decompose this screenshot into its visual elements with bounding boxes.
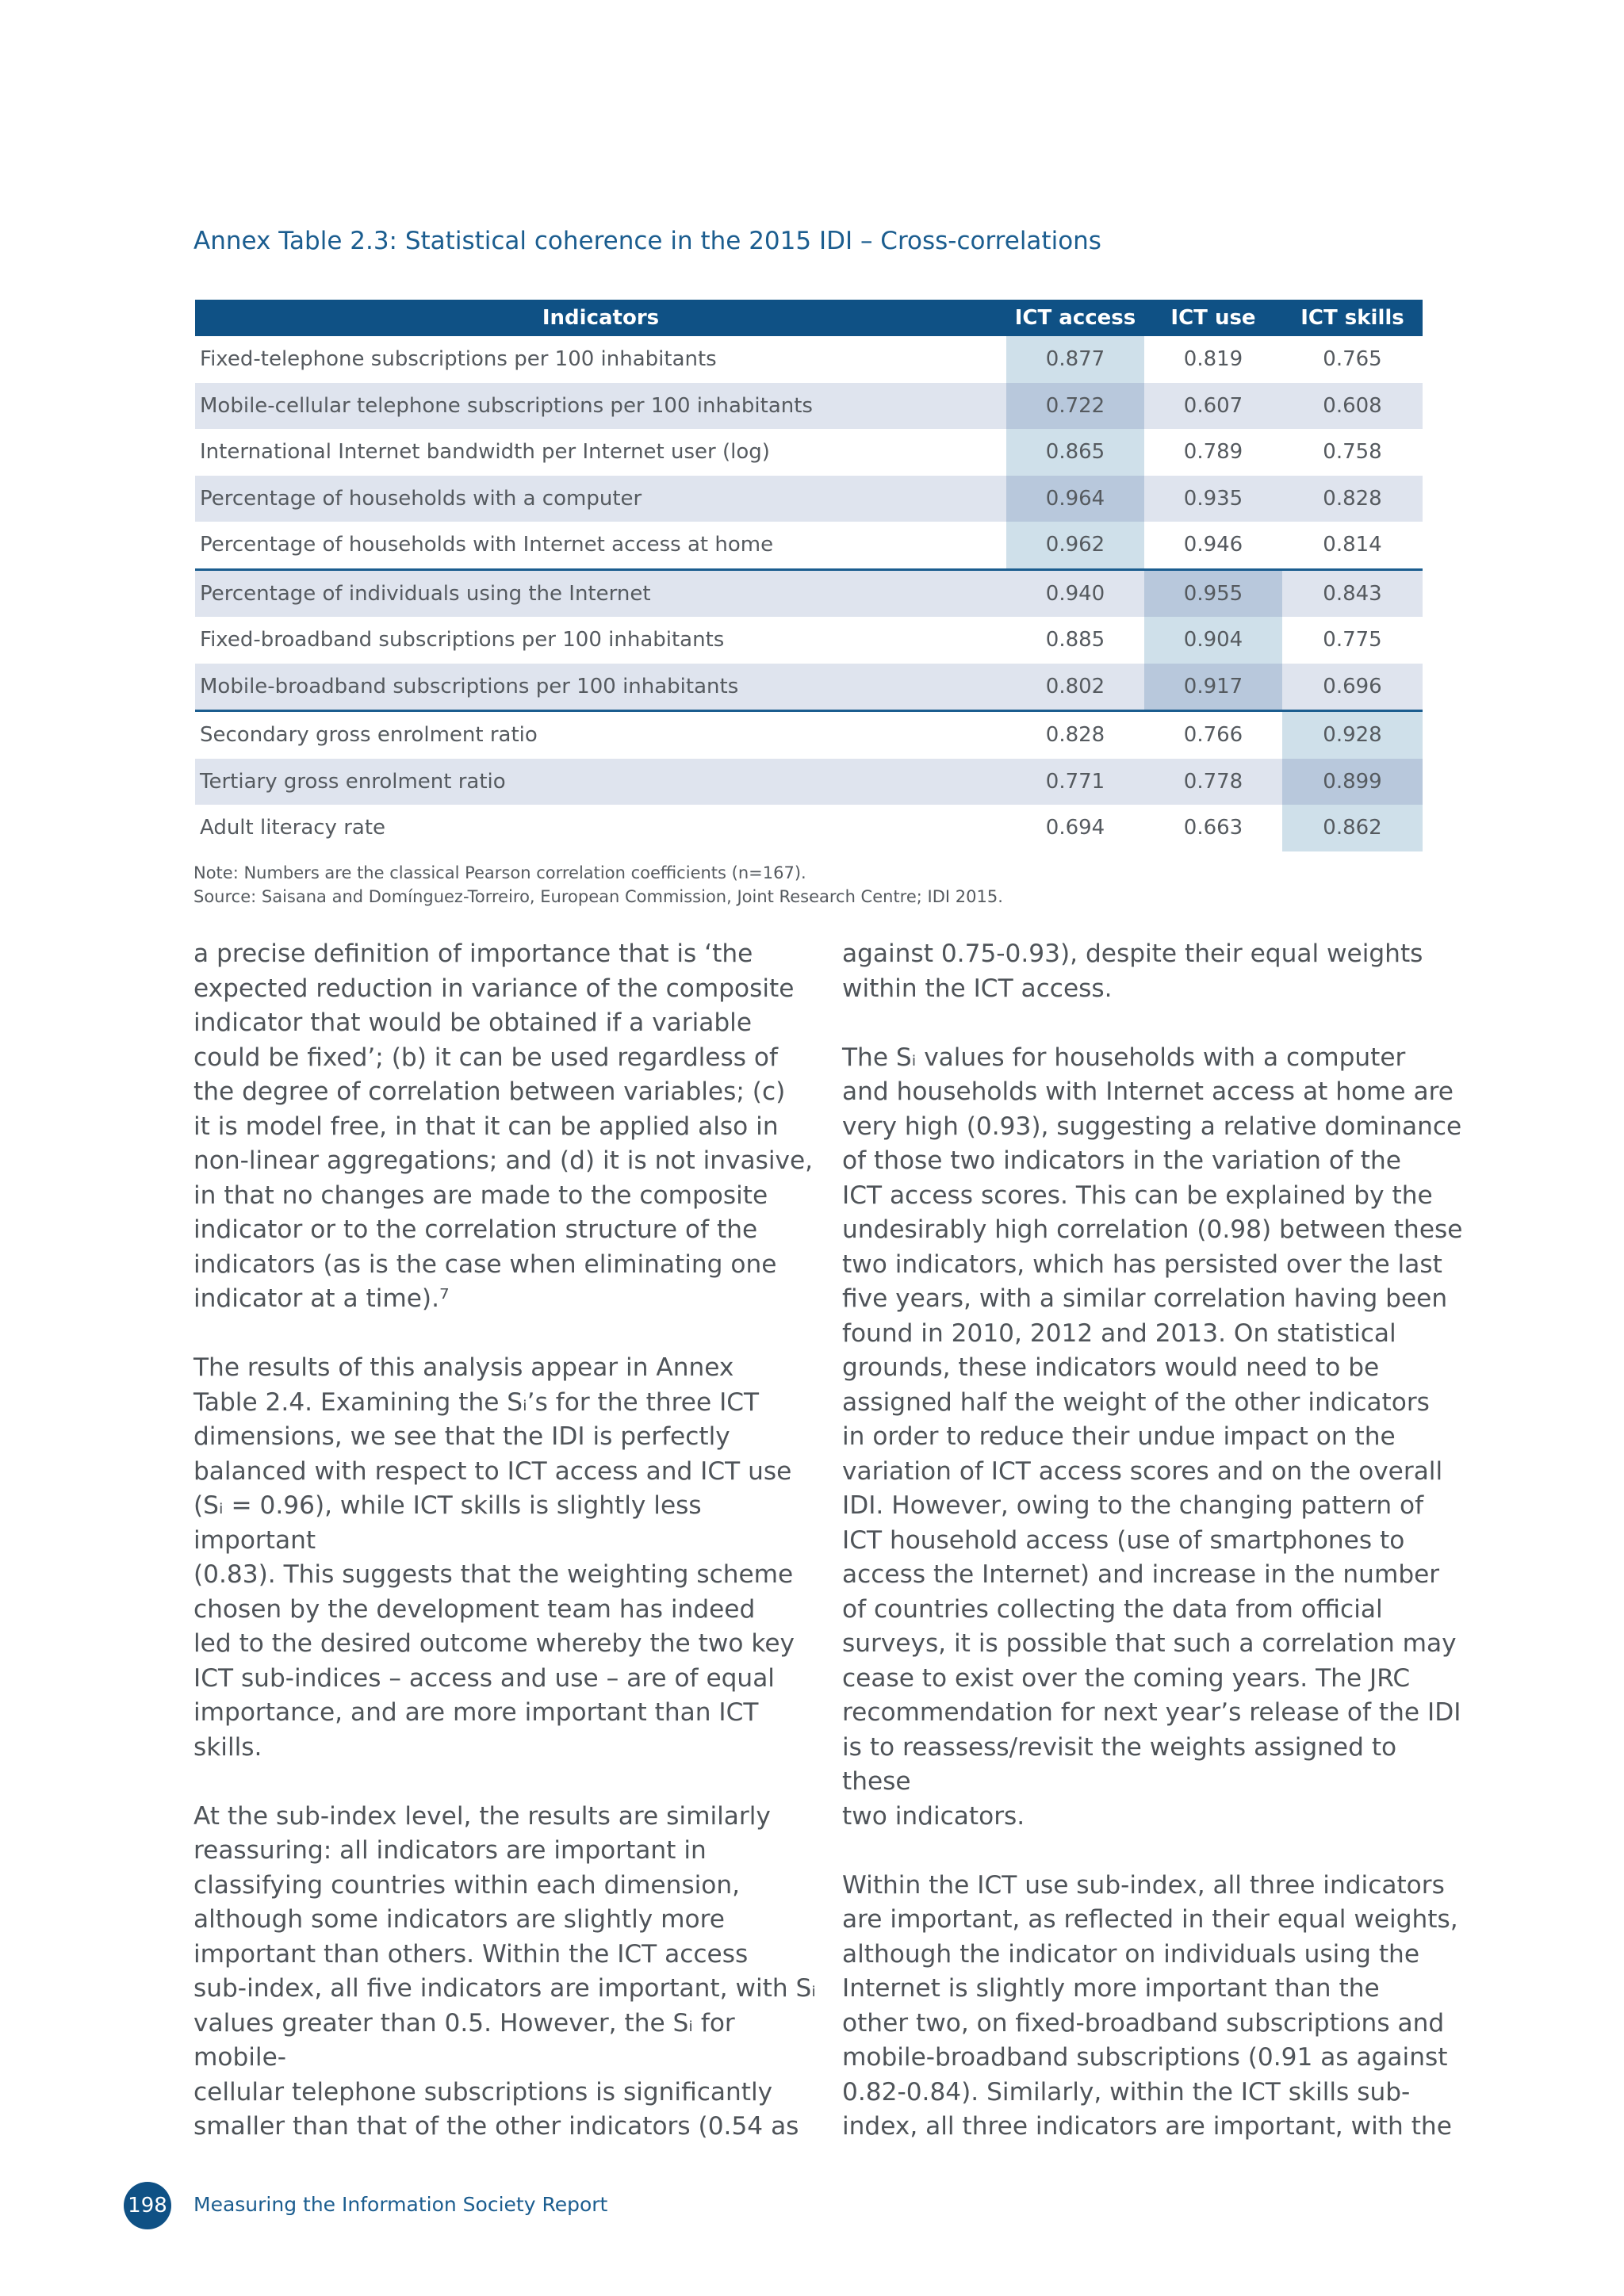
paragraph: Within the ICT use sub-index, all three indicators are important, as reflected in their equal weights, although the indicator on individuals using the Internet is slightly more important than the other two, on fixed-broadband subscriptions and mobile-broadband subscriptions (0.91 as against 0.82-0.84). Similarly, within the ICT skills sub- index, all three indicators are important, with the <box>842 1870 1458 2141</box>
value-cell: 0.885 <box>1006 617 1144 664</box>
value-cell: 0.828 <box>1282 476 1423 522</box>
value-cell: 0.696 <box>1282 664 1423 711</box>
indicator-cell: Tertiary gross enrolment ratio <box>195 759 1006 806</box>
correlation-table <box>195 300 1423 851</box>
table-title: Annex Table 2.3: Statistical coherence in the 2015 IDI – Cross-correlations <box>193 227 1101 255</box>
indicator-cell: Mobile-cellular telephone subscriptions per 100 inhabitants <box>195 383 1006 430</box>
table-row <box>195 522 1423 569</box>
value-cell: 0.865 <box>1006 429 1144 476</box>
header-ict-use: ICT use <box>1144 300 1282 336</box>
table-note: Note: Numbers are the classical Pearson correlation coefficients (n=167). <box>193 863 806 882</box>
page-number-badge: 198 <box>124 2182 171 2229</box>
value-cell: 0.663 <box>1144 805 1282 851</box>
value-cell: 0.789 <box>1144 429 1282 476</box>
indicator-cell: International Internet bandwidth per Internet user (log) <box>195 429 1006 476</box>
indicator-cell: Adult literacy rate <box>195 805 1006 851</box>
table-row <box>195 664 1423 711</box>
indicator-cell: Mobile-broadband subscriptions per 100 inhabitants <box>195 664 1006 711</box>
value-cell: 0.608 <box>1282 383 1423 430</box>
value-cell: 0.758 <box>1282 429 1423 476</box>
table-row <box>195 759 1423 806</box>
table-row <box>195 617 1423 664</box>
value-cell: 0.962 <box>1006 522 1144 569</box>
value-cell: 0.940 <box>1006 569 1144 617</box>
table-header-row <box>195 300 1423 336</box>
paragraph: a precise definition of importance that is ‘the expected reduction in variance of the composite indicator that would be obtained if a variable could be fixed’; (b) it can be used regardless of the degree of correlation between variables; (c) it is model free, in that it can be applied also in non-linear aggregations; and (d) it is not invasive, in that no changes are made to the composite indicator or to the correlation structure of the indicators (as is the case when eliminating one indicator at a time).⁷ <box>193 939 814 1313</box>
value-cell: 0.722 <box>1006 383 1144 430</box>
right-column <box>842 937 1469 2179</box>
value-cell: 0.862 <box>1282 805 1423 851</box>
value-cell: 0.607 <box>1144 383 1282 430</box>
value-cell: 0.928 <box>1282 711 1423 759</box>
table-row <box>195 711 1423 759</box>
value-cell: 0.946 <box>1144 522 1282 569</box>
value-cell: 0.964 <box>1006 476 1144 522</box>
header-ict-access: ICT access <box>1006 300 1144 336</box>
value-cell: 0.899 <box>1282 759 1423 806</box>
table-row <box>195 336 1423 383</box>
table-row <box>195 476 1423 522</box>
table-row <box>195 383 1423 430</box>
value-cell: 0.775 <box>1282 617 1423 664</box>
value-cell: 0.771 <box>1006 759 1144 806</box>
indicator-cell: Percentage of households with Internet access at home <box>195 522 1006 569</box>
value-cell: 0.828 <box>1006 711 1144 759</box>
indicator-cell: Percentage of individuals using the Internet <box>195 569 1006 617</box>
indicator-cell: Percentage of households with a computer <box>195 476 1006 522</box>
table-row <box>195 569 1423 617</box>
indicator-cell: Secondary gross enrolment ratio <box>195 711 1006 759</box>
paragraph: The results of this analysis appear in Annex Table 2.4. Examining the Sᵢ’s for the three ICT dimensions, we see that the IDI is perfectly balanced with respect to ICT access and ICT use (Sᵢ = 0.96), while ICT skills is slightly less important (0.83). This suggests that the weighting scheme chosen by the development team has indeed led to the desired outcome whereby the two key ICT sub-indices – access and use – are of equal importance, and are more important than ICT skills. <box>193 1353 795 1762</box>
value-cell: 0.765 <box>1282 336 1423 383</box>
value-cell: 0.778 <box>1144 759 1282 806</box>
value-cell: 0.766 <box>1144 711 1282 759</box>
value-cell: 0.814 <box>1282 522 1423 569</box>
value-cell: 0.802 <box>1006 664 1144 711</box>
value-cell: 0.843 <box>1282 569 1423 617</box>
value-cell: 0.877 <box>1006 336 1144 383</box>
table-notes <box>193 861 1003 909</box>
paragraph: The Sᵢ values for households with a computer and households with Internet access at home are very high (0.93), suggesting a relative dominance of those two indicators in the variation of the ICT access scores. This can be explained by the undesirably high correlation (0.98) between these two indicators, which has persisted over the last five years, with a similar correlation having been found in 2010, 2012 and 2013. On statistical grounds, these indicators would need to be assigned half the weight of the other indicators in order to reduce their undue impact on the variation of ICT access scores and on the overall IDI. However, owing to the changing pattern of ICT household access (use of smartphones to access the Internet) and increase in the number of countries collecting the data from official surveys, it is possible that such a correlation may cease to exist over the coming years. The JRC recommendation for next year’s release of the IDI is to reassess/revisit the weights assigned to these two indicators. <box>842 1043 1463 1831</box>
indicator-cell: Fixed-broadband subscriptions per 100 inhabitants <box>195 617 1006 664</box>
paragraph: At the sub-index level, the results are similarly reassuring: all indicators are important in classifying countries within each dimension, although some indicators are slightly more important than others. Within the ICT access sub-index, all five indicators are important, with Sᵢ values greater than 0.5. However, the Sᵢ for mobile- cellular telephone subscriptions is significantly smaller than that of the other indicators (0.54 as <box>193 1801 816 2141</box>
table-source: Source: Saisana and Domínguez-Torreiro, European Commission, Joint Research Centre; IDI 2015. <box>193 887 1003 906</box>
value-cell: 0.819 <box>1144 336 1282 383</box>
value-cell: 0.904 <box>1144 617 1282 664</box>
table-row <box>195 805 1423 851</box>
value-cell: 0.917 <box>1144 664 1282 711</box>
header-indicators: Indicators <box>195 300 1006 336</box>
table-row <box>195 429 1423 476</box>
indicator-cell: Fixed-telephone subscriptions per 100 inhabitants <box>195 336 1006 383</box>
paragraph: against 0.75-0.93), despite their equal weights within the ICT access. <box>842 939 1423 1003</box>
report-title: Measuring the Information Society Report <box>193 2193 608 2216</box>
value-cell: 0.955 <box>1144 569 1282 617</box>
left-column <box>193 937 820 2179</box>
value-cell: 0.935 <box>1144 476 1282 522</box>
value-cell: 0.694 <box>1006 805 1144 851</box>
header-ict-skills: ICT skills <box>1282 300 1423 336</box>
